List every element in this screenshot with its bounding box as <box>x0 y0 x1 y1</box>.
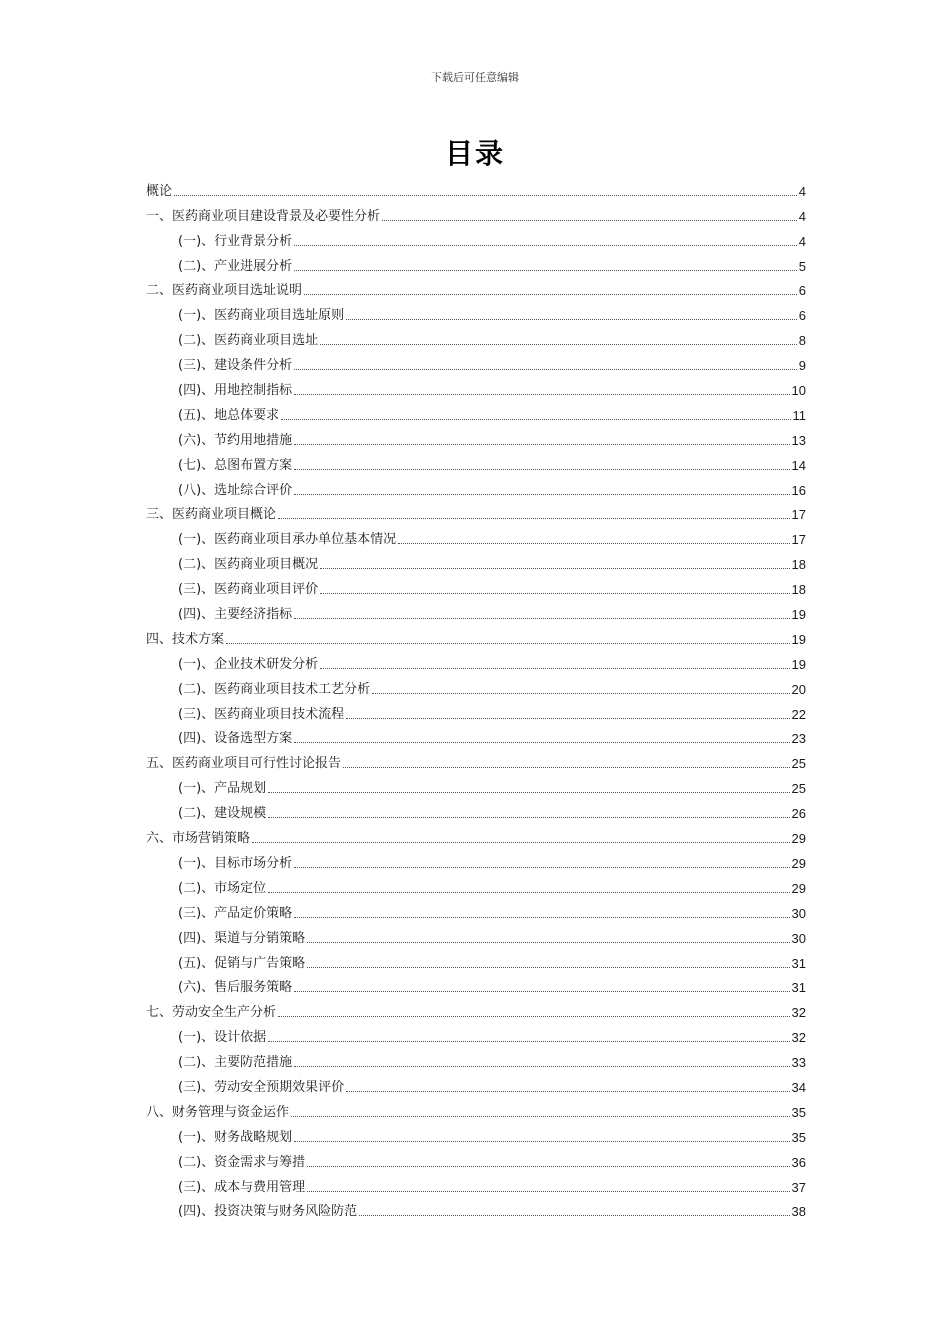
toc-entry[interactable] <box>146 649 806 674</box>
toc-entry[interactable] <box>146 773 806 798</box>
toc-entry-label: (四)、渠道与分销策略 <box>178 930 306 946</box>
toc-entry-label: 概论 <box>146 183 173 199</box>
toc-entry-label: (五)、地总体要求 <box>178 407 280 423</box>
toc-entry-label: (三)、成本与费用管理 <box>178 1179 306 1195</box>
toc-dot-leader <box>252 842 790 843</box>
toc-dot-leader <box>268 817 789 818</box>
toc-dot-leader <box>294 394 789 395</box>
toc-entry-label: 六、市场营销策略 <box>146 831 251 847</box>
toc-entry-label: (一)、行业背景分析 <box>178 233 293 249</box>
toc-entry-label: (一)、目标市场分析 <box>178 855 293 871</box>
toc-entry-label: 五、医药商业项目可行性讨论报告 <box>146 756 342 772</box>
toc-entry-label: 二、医药商业项目选址说明 <box>146 283 303 299</box>
toc-entry-page-number: 18 <box>791 557 806 573</box>
toc-entry-page-number: 22 <box>791 706 806 722</box>
toc-entry[interactable] <box>146 1197 806 1222</box>
toc-entry[interactable] <box>146 948 806 973</box>
toc-entry-page-number: 30 <box>791 905 806 921</box>
toc-entry-page-number: 18 <box>791 582 806 598</box>
toc-entry[interactable] <box>146 450 806 475</box>
toc-entry-label: (三)、医药商业项目技术流程 <box>178 706 345 722</box>
toc-entry[interactable] <box>146 1147 806 1172</box>
toc-entry-page-number: 13 <box>791 432 806 448</box>
toc-entry-page-number: 19 <box>791 607 806 623</box>
toc-entry-page-number: 11 <box>792 407 806 423</box>
toc-dot-leader <box>398 543 789 544</box>
toc-dot-leader <box>278 518 790 519</box>
toc-entry[interactable] <box>146 848 806 873</box>
toc-dot-leader <box>268 1041 789 1042</box>
toc-entry[interactable] <box>146 699 806 724</box>
toc-entry[interactable] <box>146 350 806 375</box>
toc-dot-leader <box>307 967 789 968</box>
toc-dot-leader <box>174 195 797 196</box>
toc-entry-label: (三)、劳动安全预期效果评价 <box>178 1079 345 1095</box>
toc-entry-page-number: 17 <box>791 507 806 523</box>
toc-dot-leader <box>372 693 789 694</box>
toc-entry-label: (一)、企业技术研发分析 <box>178 656 319 672</box>
toc-entry-label: (四)、投资决策与财务风险防范 <box>178 1204 358 1220</box>
toc-entry-label: (六)、售后服务策略 <box>178 980 293 996</box>
toc-entry[interactable] <box>146 251 806 276</box>
toc-entry[interactable] <box>146 524 806 549</box>
toc-entry[interactable] <box>146 325 806 350</box>
toc-dot-leader <box>294 1066 789 1067</box>
toc-entry-page-number: 30 <box>791 930 806 946</box>
toc-dot-leader <box>281 419 790 420</box>
toc-entry-label: 四、技术方案 <box>146 631 225 647</box>
toc-entry[interactable] <box>146 1097 806 1122</box>
toc-dot-leader <box>294 867 789 868</box>
toc-dot-leader <box>294 494 789 495</box>
toc-dot-leader <box>346 1091 789 1092</box>
toc-entry-page-number: 37 <box>791 1179 806 1195</box>
toc-entry[interactable] <box>146 375 806 400</box>
toc-entry[interactable] <box>146 1122 806 1147</box>
toc-entry[interactable] <box>146 1172 806 1197</box>
toc-entry-label: (五)、促销与广告策略 <box>178 955 306 971</box>
toc-entry-label: (四)、设备选型方案 <box>178 731 293 747</box>
toc-entry-label: (二)、主要防范措施 <box>178 1055 293 1071</box>
toc-entry[interactable] <box>146 500 806 525</box>
toc-entry-page-number: 4 <box>798 233 806 249</box>
toc-entry[interactable] <box>146 1072 806 1097</box>
toc-dot-leader <box>359 1215 789 1216</box>
toc-entry-page-number: 23 <box>791 731 806 747</box>
toc-entry-page-number: 10 <box>791 383 806 399</box>
toc-entry-label: (一)、设计依据 <box>178 1030 267 1046</box>
toc-dot-leader <box>304 294 797 295</box>
toc-dot-leader <box>226 643 790 644</box>
toc-entry[interactable] <box>146 574 806 599</box>
page-header-note: 下载后可任意编辑 <box>431 71 519 84</box>
toc-dot-leader <box>294 369 797 370</box>
toc-entry-page-number: 36 <box>791 1154 806 1170</box>
toc-entry[interactable] <box>146 400 806 425</box>
toc-entry-page-number: 32 <box>791 1005 806 1021</box>
toc-entry-label: (一)、医药商业项目选址原则 <box>178 308 345 324</box>
toc-entry[interactable] <box>146 997 806 1022</box>
toc-entry-page-number: 9 <box>798 358 806 374</box>
toc-entry[interactable] <box>146 300 806 325</box>
toc-entry-label: (一)、产品规划 <box>178 781 267 797</box>
toc-dot-leader <box>346 319 797 320</box>
toc-entry-label: (二)、医药商业项目技术工艺分析 <box>178 681 371 697</box>
toc-entry-page-number: 26 <box>791 806 806 822</box>
toc-entry-page-number: 38 <box>791 1204 806 1220</box>
toc-entry[interactable] <box>146 475 806 500</box>
toc-dot-leader <box>294 742 789 743</box>
toc-dot-leader <box>278 1016 790 1017</box>
toc-entry-label: 七、劳动安全生产分析 <box>146 1005 277 1021</box>
toc-entry-label: (七)、总图布置方案 <box>178 457 293 473</box>
toc-entry-page-number: 16 <box>791 482 806 498</box>
toc-entry[interactable] <box>146 226 806 251</box>
toc-entry[interactable] <box>146 425 806 450</box>
toc-entry-page-number: 33 <box>791 1055 806 1071</box>
toc-entry-label: (八)、选址综合评价 <box>178 482 293 498</box>
toc-entry-label: (二)、产业进展分析 <box>178 258 293 274</box>
toc-dot-leader <box>294 618 789 619</box>
toc-entry-page-number: 19 <box>791 631 806 647</box>
toc-entry-page-number: 8 <box>798 333 806 349</box>
toc-entry-page-number: 25 <box>791 781 806 797</box>
toc-entry-label: (三)、建设条件分析 <box>178 358 293 374</box>
toc-entry[interactable] <box>146 823 806 848</box>
toc-entry-label: (二)、资金需求与筹措 <box>178 1154 306 1170</box>
toc-dot-leader <box>320 593 789 594</box>
toc-entry[interactable] <box>146 549 806 574</box>
toc-dot-leader <box>307 1166 789 1167</box>
toc-entry-page-number: 6 <box>798 308 806 324</box>
toc-entry-label: 三、医药商业项目概论 <box>146 507 277 523</box>
toc-dot-leader <box>320 668 789 669</box>
toc-entry[interactable] <box>146 624 806 649</box>
page-title: 目录 <box>444 137 505 170</box>
toc-dot-leader <box>294 917 789 918</box>
toc-entry-page-number: 35 <box>791 1129 806 1145</box>
toc-entry-label: (二)、医药商业项目选址 <box>178 333 319 349</box>
toc-entry-label: (一)、医药商业项目承办单位基本情况 <box>178 532 397 548</box>
toc-entry-page-number: 14 <box>791 457 806 473</box>
toc-dot-leader <box>294 991 789 992</box>
toc-entry-page-number: 29 <box>791 855 806 871</box>
toc-entry-label: (二)、医药商业项目概况 <box>178 557 319 573</box>
toc-entry[interactable] <box>146 1022 806 1047</box>
toc-entry-page-number: 17 <box>791 532 806 548</box>
toc-entry-label: (六)、节约用地措施 <box>178 432 293 448</box>
toc-entry-page-number: 29 <box>791 831 806 847</box>
toc-entry-page-number: 25 <box>791 756 806 772</box>
toc-entry[interactable] <box>146 674 806 699</box>
toc-entry-page-number: 20 <box>791 681 806 697</box>
toc-dot-leader <box>320 344 797 345</box>
toc-dot-leader <box>294 245 797 246</box>
toc-dot-leader <box>294 1141 789 1142</box>
toc-entry-page-number: 4 <box>798 208 806 224</box>
toc-dot-leader <box>307 1191 789 1192</box>
toc-entry-label: (二)、建设规模 <box>178 806 267 822</box>
toc-dot-leader <box>268 892 789 893</box>
toc-entry-page-number: 31 <box>791 955 806 971</box>
toc-dot-leader <box>294 270 797 271</box>
toc-entry-page-number: 5 <box>798 258 806 274</box>
toc-dot-leader <box>291 1116 790 1117</box>
toc-dot-leader <box>294 444 789 445</box>
toc-entry[interactable] <box>146 201 806 226</box>
toc-entry-label: (三)、医药商业项目评价 <box>178 582 319 598</box>
toc-entry[interactable] <box>146 1047 806 1072</box>
toc-entry-label: 八、财务管理与资金运作 <box>146 1104 290 1120</box>
toc-dot-leader <box>346 718 789 719</box>
toc-dot-leader <box>307 942 789 943</box>
toc-entry[interactable] <box>146 599 806 624</box>
toc-entry[interactable] <box>146 973 806 998</box>
toc-dot-leader <box>294 469 789 470</box>
toc-dot-leader <box>382 220 797 221</box>
toc-entry-page-number: 32 <box>791 1030 806 1046</box>
toc-dot-leader <box>320 568 789 569</box>
toc-entry-label: (二)、市场定位 <box>178 880 267 896</box>
toc-entry-label: (四)、用地控制指标 <box>178 383 293 399</box>
toc-entry[interactable] <box>146 724 806 749</box>
toc-entry-label: (三)、产品定价策略 <box>178 905 293 921</box>
toc-entry-label: 一、医药商业项目建设背景及必要性分析 <box>146 208 381 224</box>
toc-entry[interactable] <box>146 798 806 823</box>
toc-entry[interactable] <box>146 923 806 948</box>
toc-entry-page-number: 34 <box>791 1079 806 1095</box>
toc-entry-label: (一)、财务战略规划 <box>178 1129 293 1145</box>
toc-entry-label: (四)、主要经济指标 <box>178 607 293 623</box>
toc-entry[interactable] <box>146 873 806 898</box>
toc-entry[interactable] <box>146 898 806 923</box>
toc-entry-page-number: 35 <box>791 1104 806 1120</box>
toc-dot-leader <box>343 767 790 768</box>
toc-dot-leader <box>268 792 789 793</box>
toc-entry-page-number: 29 <box>791 880 806 896</box>
toc-entry-page-number: 6 <box>798 283 806 299</box>
toc-entry[interactable] <box>146 276 806 301</box>
toc-entry-page-number: 31 <box>791 980 806 996</box>
toc-entry-page-number: 19 <box>791 656 806 672</box>
toc-entry-page-number: 4 <box>798 183 806 199</box>
table-of-contents <box>146 176 806 1221</box>
toc-entry[interactable] <box>146 748 806 773</box>
toc-entry[interactable] <box>146 176 806 201</box>
